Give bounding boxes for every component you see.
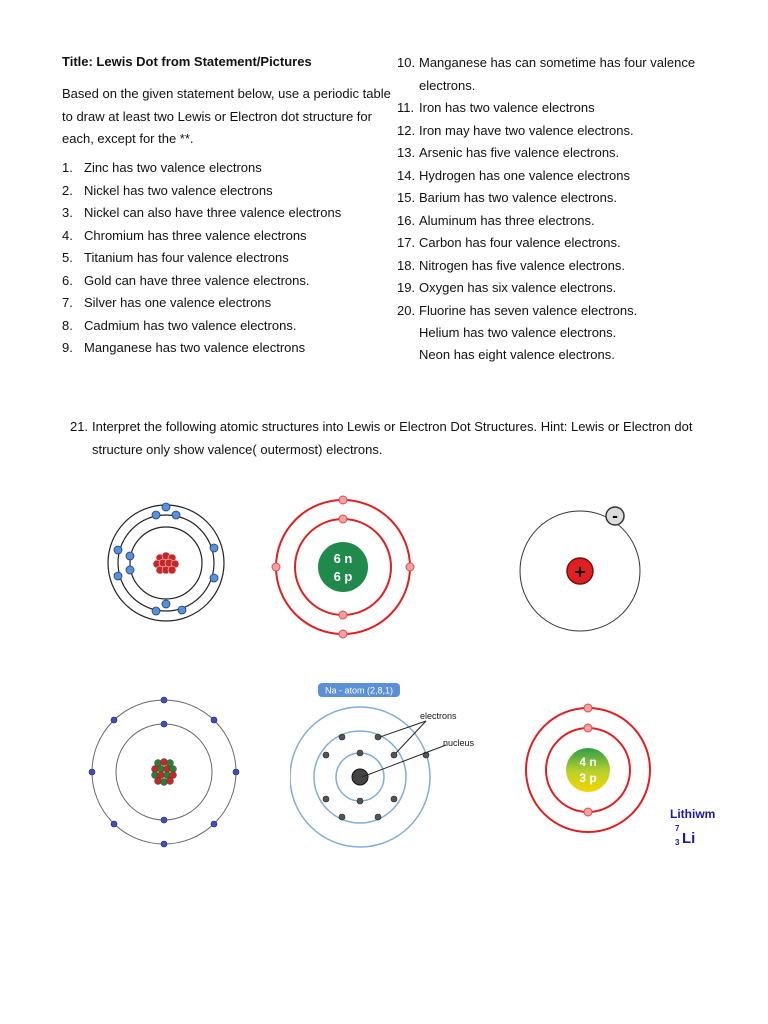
atom-diagram-1 [100,500,230,626]
mass-number: 7 [675,824,680,833]
page-title: Title: Lewis Dot from Statement/Pictures [62,54,312,69]
statement-list-right [397,52,719,322]
list-item: 11. Iron has two valence electrons [397,100,595,115]
list-item: 6. Gold can have three valence electrons. [62,272,310,288]
atom-diagram-2 [268,493,418,641]
atom-diagram-5 [290,683,484,853]
atom-diagram-6 [520,700,720,850]
list-item: 10. Manganese has can sometime has four valence electrons. [397,55,696,93]
question-21: 21. Interpret the following atomic structures into Lewis or Electron Dot Structures. Hint: Lewis or Electron dot structure only show valence( outermost) electrons. [70,419,693,457]
statement-list-left [62,157,341,360]
nucleus [352,769,368,785]
atom-diagram-4 [80,690,248,854]
electrons-label: electrons [420,711,457,721]
list-item: 15. Barium has two valence electrons. [397,190,617,205]
nucleus-cluster [152,759,177,786]
list-item: 18. Nitrogen has five valence electrons. [397,257,625,273]
list-item: 3. Nickel can also have three valence electrons [62,205,342,220]
nucleus-symbol: + [573,562,587,581]
atom-diagram-3 [512,503,642,641]
nucleus-neutrons: 6 n [333,551,353,566]
list-item: 14. Hydrogen has one valence electrons [397,167,631,183]
list-item: 9. Manganese has two valence electrons [62,340,306,355]
nucleus-label: nucleus [443,738,475,748]
element-symbol: Li [682,830,696,847]
list-item: 4. Chromium has three valence electrons [62,227,307,243]
list-item: 1. Zinc has two valence electrons [62,160,262,175]
nucleus-protons: 3 p [579,771,597,785]
list-item: 2. Nickel has two valence electrons [62,182,273,198]
nucleus-cluster [153,552,179,574]
list-item: 13. Arsenic has five valence electrons. [397,145,620,160]
nucleus-neutrons: 4 n [579,755,597,769]
na-atom-tag-text: Na - atom (2,8,1) [324,685,394,696]
extra-statement-neon: Neon has eight valence electrons. [419,347,615,362]
list-item: 12. Iron may have two valence electrons. [397,122,634,138]
list-item: 7. Silver has one valence electrons [62,295,272,310]
atomic-number: 3 [675,838,680,847]
extra-statement-helium: Helium has two valence electrons. [419,325,617,340]
list-item: 19. Oxygen has six valence electrons. [397,280,617,295]
list-item: 5. Titanium has four valence electrons [62,250,289,265]
nucleus-protons: 6 p [333,569,353,584]
electron-symbol: - [612,509,618,525]
list-item: 16. Aluminum has three electrons. [397,212,595,228]
nucleus [318,542,368,592]
list-item: 20. Fluorine has seven valence electrons. [397,302,638,318]
list-item: 17. Carbon has four valence electrons. [397,235,621,250]
instructions: Based on the given statement below, use a periodic table to draw at least two Lewis or Electron dot structure for each, except for the **. [62,86,391,146]
element-name: Lithiwm [670,807,716,821]
list-item: 8. Cadmium has two valence electrons. [62,317,297,333]
